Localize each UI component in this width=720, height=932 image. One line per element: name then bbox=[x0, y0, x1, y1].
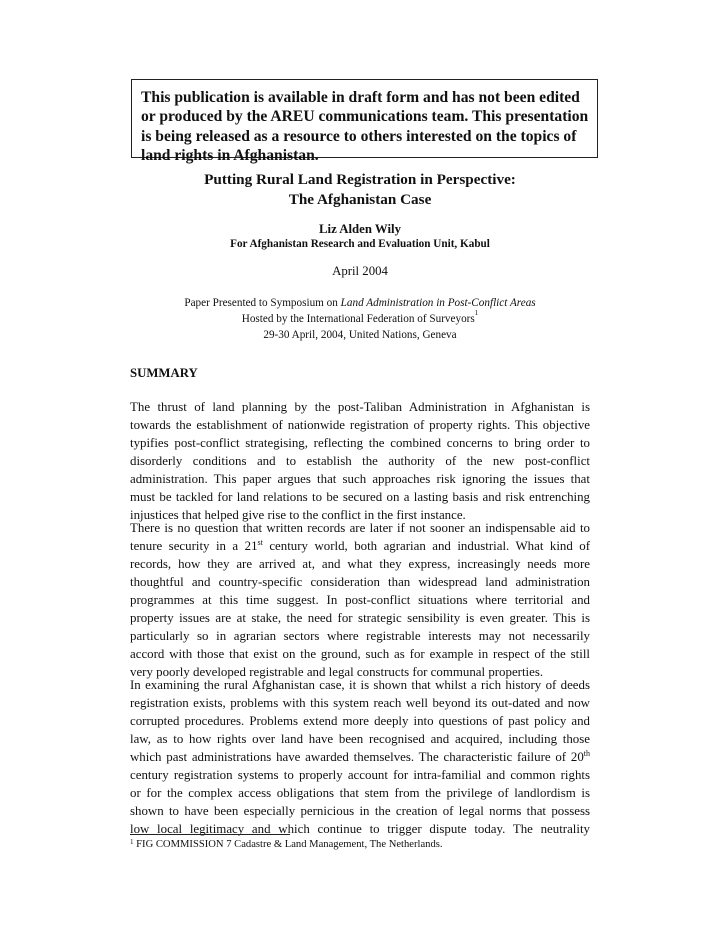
title-line-2: The Afghanistan Case bbox=[288, 191, 432, 208]
footnote-text: FIG COMMISSION 7 Cadastre & Land Management, The Netherlands. bbox=[133, 839, 443, 850]
ordinal-superscript: st bbox=[257, 538, 263, 547]
paragraph-line: towards the establishment of nationwide registration of property rights. This objective bbox=[130, 418, 590, 432]
paragraph-line: In examining the rural Afghanistan case, it is shown that whilst a rich history of deeds bbox=[130, 678, 590, 692]
title-line-1: Putting Rural Land Registration in Perspective: bbox=[204, 171, 516, 188]
author-affiliation: For Afghanistan Research and Evaluation Unit, Kabul bbox=[230, 238, 490, 250]
paragraph-line: disorderly conditions and to establish the authority of the new post-conflict bbox=[130, 454, 590, 468]
paragraph-line: programmes at this time suggest. In post-conflict situations where territorial and bbox=[130, 593, 590, 607]
paragraph-line: corrupted procedures. Problems extend more deeply into questions of past policy and bbox=[130, 714, 590, 728]
footnote-divider bbox=[130, 834, 290, 835]
notice-line: This publication is available in draft form and has not been edited bbox=[141, 89, 580, 106]
symposium-title: Land Administration in Post-Conflict Areas bbox=[340, 297, 536, 309]
paragraph-line: typifies post-conflict strategising, reflecting the combined concerns to bring order to bbox=[130, 436, 590, 450]
paragraph-line: administration. This paper argues that such approaches risk ignoring the issues that bbox=[130, 472, 590, 486]
footnote-reference: 1 bbox=[474, 309, 479, 317]
notice-line: is being released as a resource to others interested on the topics of bbox=[141, 127, 577, 145]
paragraph-line: The thrust of land planning by the post-Taliban Administration in Afghanistan is bbox=[130, 400, 590, 414]
paragraph-line: century registration systems to properly account for intra-familial and common rights bbox=[130, 768, 590, 782]
paragraph-line: property issues are at stake, the need for strategic sensibility is even greater. This is bbox=[130, 611, 590, 625]
paragraph-line: thoughtful and country-specific consideration than widespread land administration bbox=[130, 575, 590, 589]
paragraph-line bbox=[130, 537, 590, 555]
presentation-line-2 bbox=[0, 311, 720, 327]
summary-paragraph-2 bbox=[130, 519, 590, 681]
paragraph-line: law, as to how rights over land have been recognised and acquired, including those bbox=[130, 732, 590, 746]
symposium-prefix: Paper Presented to Symposium on bbox=[184, 297, 341, 309]
presentation-line-1 bbox=[0, 295, 720, 311]
presentation-line-3: 29-30 April, 2004, United Nations, Geneva bbox=[263, 329, 457, 341]
draft-notice-box bbox=[131, 79, 598, 165]
paragraph-line: low local legitimacy and which continue to trigger dispute today. The neutrality bbox=[130, 822, 590, 836]
notice-line: land rights in Afghanistan. bbox=[141, 147, 319, 165]
footnote-mark: 1 bbox=[130, 838, 134, 846]
summary-heading: SUMMARY bbox=[130, 366, 198, 380]
paragraph-line: very poorly developed registrable and legal constructs for communal properties. bbox=[130, 665, 544, 679]
notice-line: or produced by the AREU communications team. This presentation bbox=[141, 108, 589, 126]
ordinal-superscript: th bbox=[583, 749, 590, 758]
paragraph-line: shown to have been especially pernicious in the creation of legal norms that possess bbox=[130, 804, 590, 818]
line-text: tenure security in a 21 bbox=[130, 539, 258, 553]
footnote bbox=[130, 838, 443, 852]
line-text: which past administrations have awarded themselves. The characteristic failure of 20 bbox=[130, 750, 584, 764]
author-name: Liz Alden Wily bbox=[318, 222, 402, 236]
document-title bbox=[0, 170, 720, 210]
host-text: Hosted by the International Federation of Surveyors bbox=[241, 313, 475, 325]
paragraph-line: records, how they are arrived at, and what they express, increasingly needs more bbox=[130, 557, 590, 571]
line-text: century world, both agrarian and industrial. What kind of bbox=[262, 539, 590, 553]
paragraph-line bbox=[130, 748, 590, 766]
publication-date: April 2004 bbox=[332, 264, 388, 278]
paragraph-line: particularly so in agrarian sectors where registrable interests may not necessarily bbox=[130, 629, 590, 643]
paragraph-line: or for the complex access obligations that stem from the privilege of landlordism is bbox=[130, 786, 590, 800]
summary-paragraph-3 bbox=[130, 676, 590, 838]
paragraph-line: registration exists, problems with this system reach well beyond its out-dated and now bbox=[130, 696, 590, 710]
paragraph-line: must be tackled for land relations to be secured on a lasting basis and risk entrenching bbox=[130, 490, 590, 504]
paragraph-line: accord with those that exist on the ground, such as for example in respect of the still bbox=[130, 647, 590, 661]
summary-paragraph-1 bbox=[130, 398, 590, 524]
paragraph-line: There is no question that written records are later if not sooner an indispensable aid to bbox=[130, 521, 590, 535]
presentation-info bbox=[0, 295, 720, 343]
paragraph-line: injustices that helped give rise to the conflict in the first instance. bbox=[130, 508, 466, 522]
